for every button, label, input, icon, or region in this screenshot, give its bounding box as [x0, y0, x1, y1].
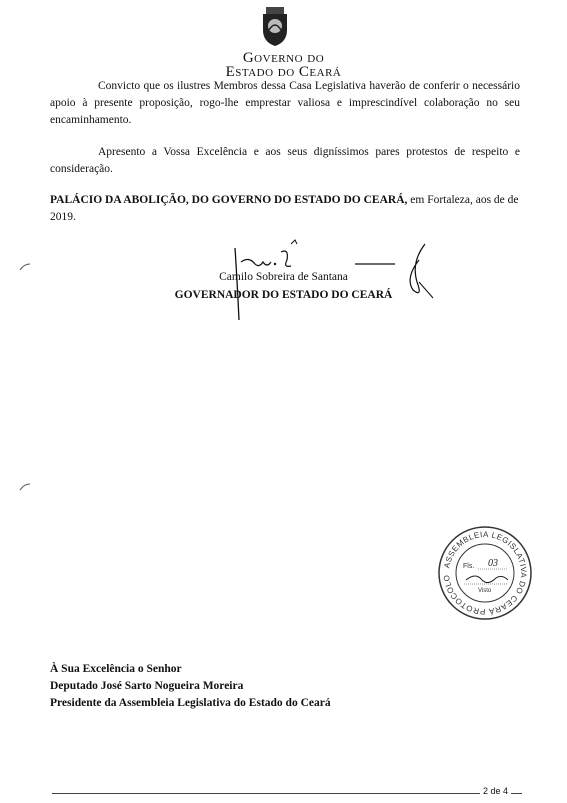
signatory-title: GOVERNADOR DO ESTADO DO CEARÁ	[174, 289, 393, 301]
address-line-2: Deputado José Sarto Nogueira Moreira	[50, 680, 244, 692]
stamp-seal-icon	[436, 524, 534, 622]
footer-rule	[52, 793, 522, 794]
address-line-1: À Sua Excelência o Senhor	[50, 663, 182, 675]
closing-bold: PALÁCIO DA ABOLIÇÃO, DO GOVERNO DO ESTADO DO CEARÁ,	[50, 194, 408, 206]
body-paragraph-1: Convicto que os ilustres Membros dessa Casa Legislativa haverão de conferir o necessário apoio à presente proposição, rogo-lhe emprestar valiosa e imprescindível colaboração no seu encaminhamento.	[50, 80, 520, 126]
closing-rest: em Fortaleza, aos de de 2019.	[50, 194, 519, 223]
stamp-fls-label: Fls.	[463, 563, 475, 570]
stamp-fls-value: 03	[488, 558, 498, 569]
margin-mark-icon	[18, 262, 32, 272]
handwritten-signature	[205, 238, 445, 328]
address-line-3: Presidente da Assembleia Legislativa do Estado do Ceará	[50, 697, 331, 709]
closing-paragraph	[50, 192, 520, 226]
margin-mark-icon	[18, 482, 32, 492]
body-paragraph-2: Apresento a Vossa Excelência e aos seus digníssimos pares protestos de respeito e consideração.	[50, 146, 520, 175]
svg-text:ASSEMBLEIA LEGISLATIVA DO CEAR	[442, 530, 528, 616]
state-crest-icon	[257, 4, 293, 48]
protocol-stamp	[436, 524, 534, 622]
stamp-visto-label: Visto	[478, 588, 492, 594]
header-estado: Estado do Ceará	[225, 64, 342, 80]
signatory-name: Camilo Sobreira de Santana	[219, 271, 348, 283]
page-number: 2 de 4	[480, 786, 511, 796]
stamp-ring-text: ASSEMBLEIA LEGISLATIVA DO CEARÁ PROTOCOLO	[441, 529, 529, 617]
header-governo: Governo do	[242, 50, 325, 66]
